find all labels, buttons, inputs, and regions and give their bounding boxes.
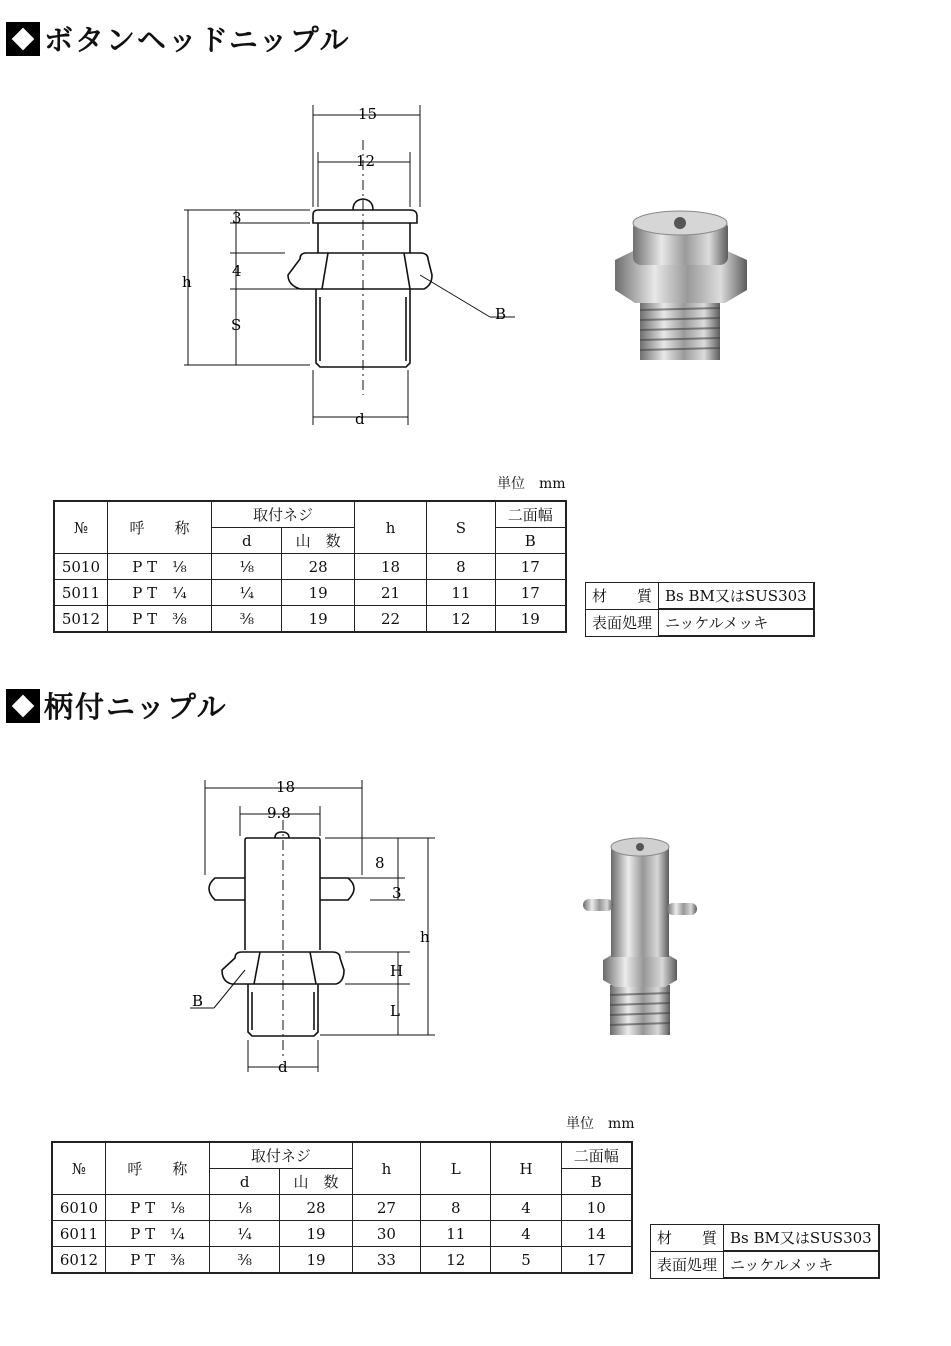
table-row: [54, 580, 566, 606]
table-row: [52, 1247, 632, 1274]
dim-4: 4: [232, 262, 242, 280]
cell-d: ⅛: [210, 1195, 280, 1221]
unit-label: 単位 mm: [497, 476, 566, 492]
cell-no: 6010: [52, 1195, 105, 1221]
cell-name: P T ¼: [105, 1221, 209, 1247]
cell-name: P T ¼: [107, 580, 211, 606]
header-b: B: [495, 528, 566, 554]
cell-hh: 4: [491, 1195, 561, 1221]
cell-hh: 5: [491, 1247, 561, 1274]
cell-b: 17: [495, 554, 566, 580]
cell-b: 19: [495, 606, 566, 633]
header-name: 呼 称: [107, 501, 211, 554]
dim-12: 12: [356, 152, 376, 170]
table-row: [54, 606, 566, 633]
handle-nipple-drawing: [170, 770, 460, 1080]
cell-name: P T ⅜: [107, 606, 211, 633]
material-table-handle: [650, 1224, 880, 1279]
material-table-button-head: [585, 582, 815, 637]
dim-d: d: [355, 410, 365, 428]
section-title-text: 柄付ニップル: [44, 690, 228, 724]
header-d: d: [212, 528, 282, 554]
header-l: L: [421, 1142, 491, 1195]
header-b-top: 二面幅: [561, 1142, 632, 1169]
dim-h: h: [182, 273, 192, 291]
finish-label: 表面処理: [586, 609, 659, 636]
cell-d: ¼: [210, 1221, 280, 1247]
header-b-top: 二面幅: [495, 501, 566, 528]
cell-d: ⅛: [212, 554, 282, 580]
cell-h: 22: [354, 606, 426, 633]
diamond-bullet-icon: [6, 22, 40, 56]
table-row: [54, 554, 566, 580]
button-head-nipple-drawing: [170, 95, 530, 440]
dim-d: d: [278, 1058, 288, 1076]
header-h: h: [354, 501, 426, 554]
cell-b: 17: [561, 1247, 632, 1274]
cell-h: 30: [352, 1221, 420, 1247]
finish-label: 表面処理: [651, 1251, 724, 1278]
unit-label: 単位 mm: [566, 1116, 635, 1132]
cell-no: 5012: [54, 606, 107, 633]
dim-3: 3: [392, 884, 402, 902]
spec-table-handle: [51, 1141, 633, 1274]
header-thread: 取付ネジ: [210, 1142, 353, 1169]
cell-d: ¼: [212, 580, 282, 606]
header-h: h: [352, 1142, 420, 1195]
cell-threads: 28: [280, 1195, 352, 1221]
material-label: 材 質: [586, 583, 659, 610]
cell-h: 33: [352, 1247, 420, 1274]
dim-9-8: 9.8: [267, 804, 291, 822]
cell-threads: 19: [280, 1221, 352, 1247]
button-head-nipple-photo: [605, 205, 755, 370]
cell-h: 18: [354, 554, 426, 580]
header-d: d: [210, 1169, 280, 1195]
cell-no: 6012: [52, 1247, 105, 1274]
cell-no: 5011: [54, 580, 107, 606]
header-s: S: [427, 501, 495, 554]
cell-threads: 19: [280, 1247, 352, 1274]
cell-b: 10: [561, 1195, 632, 1221]
dim-hh: H: [390, 962, 404, 980]
cell-h: 21: [354, 580, 426, 606]
dim-3: 3: [232, 209, 242, 227]
cell-h: 27: [352, 1195, 420, 1221]
table-row: [52, 1195, 632, 1221]
dim-18: 18: [276, 778, 296, 796]
material-label: 材 質: [651, 1225, 724, 1252]
cell-threads: 28: [282, 554, 354, 580]
dim-s: S: [231, 316, 242, 334]
dim-l: L: [390, 1002, 400, 1020]
cell-no: 5010: [54, 554, 107, 580]
header-threads: 山 数: [280, 1169, 352, 1195]
table-row: [52, 1221, 632, 1247]
cell-name: P T ⅜: [105, 1247, 209, 1274]
cell-d: ⅜: [212, 606, 282, 633]
cell-s: 11: [427, 580, 495, 606]
header-b: B: [561, 1169, 632, 1195]
cell-l: 11: [421, 1221, 491, 1247]
section-title-text: ボタンヘッドニップル: [44, 23, 351, 57]
finish-value: ニッケルメッキ: [659, 609, 814, 636]
spec-table-button-head: [53, 500, 567, 633]
cell-l: 8: [421, 1195, 491, 1221]
section-title-button-head: [6, 18, 351, 59]
dim-15: 15: [358, 105, 378, 123]
section-title-handle: [6, 685, 228, 726]
cell-s: 12: [427, 606, 495, 633]
cell-name: P T ⅛: [105, 1195, 209, 1221]
material-value: Bs BM又はSUS303: [659, 583, 814, 610]
header-threads: 山 数: [282, 528, 354, 554]
cell-b: 14: [561, 1221, 632, 1247]
cell-threads: 19: [282, 606, 354, 633]
cell-d: ⅜: [210, 1247, 280, 1274]
material-value: Bs BM又はSUS303: [724, 1225, 879, 1252]
cell-b: 17: [495, 580, 566, 606]
header-no: №: [52, 1142, 105, 1195]
dim-h: h: [420, 928, 430, 946]
cell-l: 12: [421, 1247, 491, 1274]
dim-b: B: [495, 305, 507, 323]
dim-b: B: [192, 992, 204, 1010]
header-no: №: [54, 501, 107, 554]
cell-hh: 4: [491, 1221, 561, 1247]
dim-8: 8: [375, 854, 385, 872]
header-hh: H: [491, 1142, 561, 1195]
diamond-bullet-icon: [6, 689, 40, 723]
header-thread: 取付ネジ: [212, 501, 355, 528]
handle-nipple-photo: [575, 835, 715, 1040]
cell-name: P T ⅛: [107, 554, 211, 580]
cell-threads: 19: [282, 580, 354, 606]
header-name: 呼 称: [105, 1142, 209, 1195]
cell-no: 6011: [52, 1221, 105, 1247]
cell-s: 8: [427, 554, 495, 580]
finish-value: ニッケルメッキ: [724, 1251, 879, 1278]
